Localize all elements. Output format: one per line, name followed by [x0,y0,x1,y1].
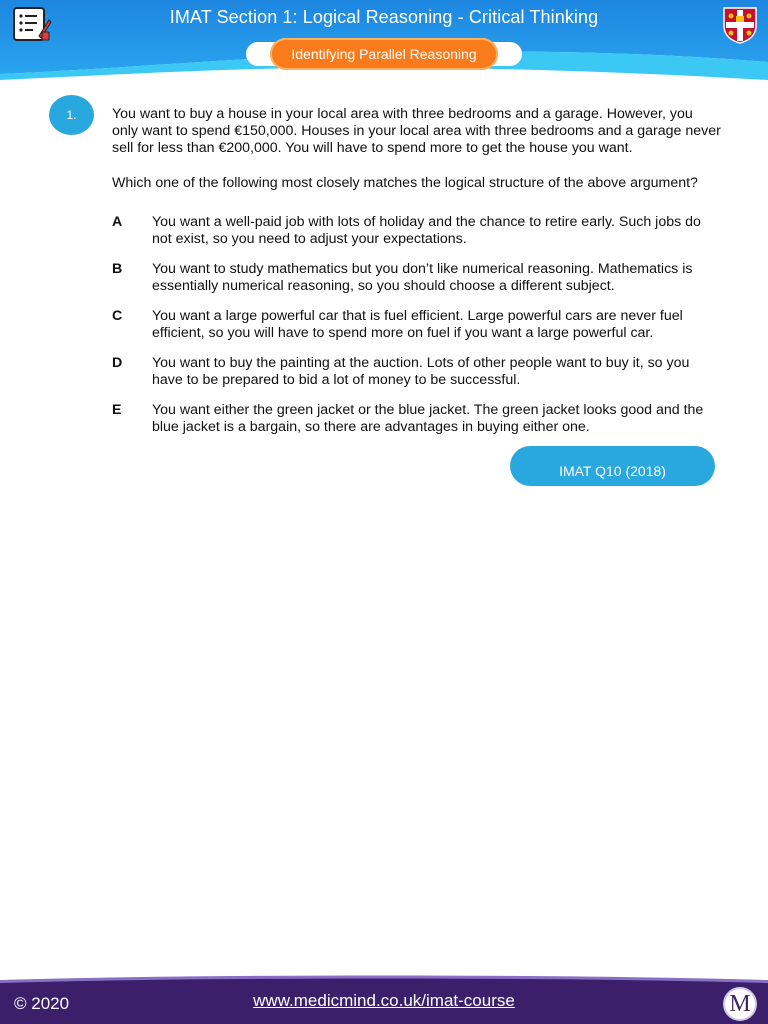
answer-option-d [112,355,722,389]
page-title: IMAT Section 1: Logical Reasoning - Critical Thinking [169,7,599,27]
option-letter: B [112,261,123,277]
option-letter: C [112,308,123,324]
header-banner [0,0,768,82]
question-stem: You want to buy a house in your local area with three bedrooms and a garage. However, you only want to spend €150,000. Houses in your local area with three bedrooms and a garage never sell for less than €200,000. You will have to spend more to get the house you want. [112,106,721,156]
answer-option-a [112,214,722,248]
topic-pill: Identifying Parallel Reasoning [270,38,498,70]
option-text: You want to buy the painting at the auction. Lots of other people want to buy it, so you have to be prepared to bid a lot of money to be successful. [152,355,690,388]
question-source-badge: IMAT Q10 (2018) [510,446,715,486]
copyright-text: © 2020 [14,994,70,1013]
footer-banner [0,972,768,1024]
course-website-link[interactable]: www.medicmind.co.uk/imat-course [253,991,515,1010]
worksheet-icon [12,6,52,42]
medicmind-logo: M [723,987,757,1021]
answer-option-e [112,402,722,436]
option-letter: D [112,355,123,371]
option-text: You want a well-paid job with lots of holiday and the chance to retire early. Such jobs do not exist, so you need to adjust your expectations. [152,214,701,247]
question-prompt: Which one of the following most closely matches the logical structure of the above argument? [112,175,698,191]
option-text: You want a large powerful car that is fuel efficient. Large powerful cars are never fuel efficient, so you will have to spend more on fuel if you want a large powerful car. [152,308,683,341]
question-number-badge: 1. [49,95,94,135]
university-crest-icon [722,6,758,44]
option-letter: E [112,402,122,418]
option-letter: A [112,214,123,230]
answer-options [112,214,722,449]
option-text: You want to study mathematics but you don’t like numerical reasoning. Mathematics is essentially numerical reasoning, so you should choose a different subject. [152,261,693,294]
option-text: You want either the green jacket or the blue jacket. The green jacket looks good and the blue jacket is a bargain, so there are advantages in buying either one. [152,402,704,435]
answer-option-b [112,261,722,295]
answer-option-c [112,308,722,342]
